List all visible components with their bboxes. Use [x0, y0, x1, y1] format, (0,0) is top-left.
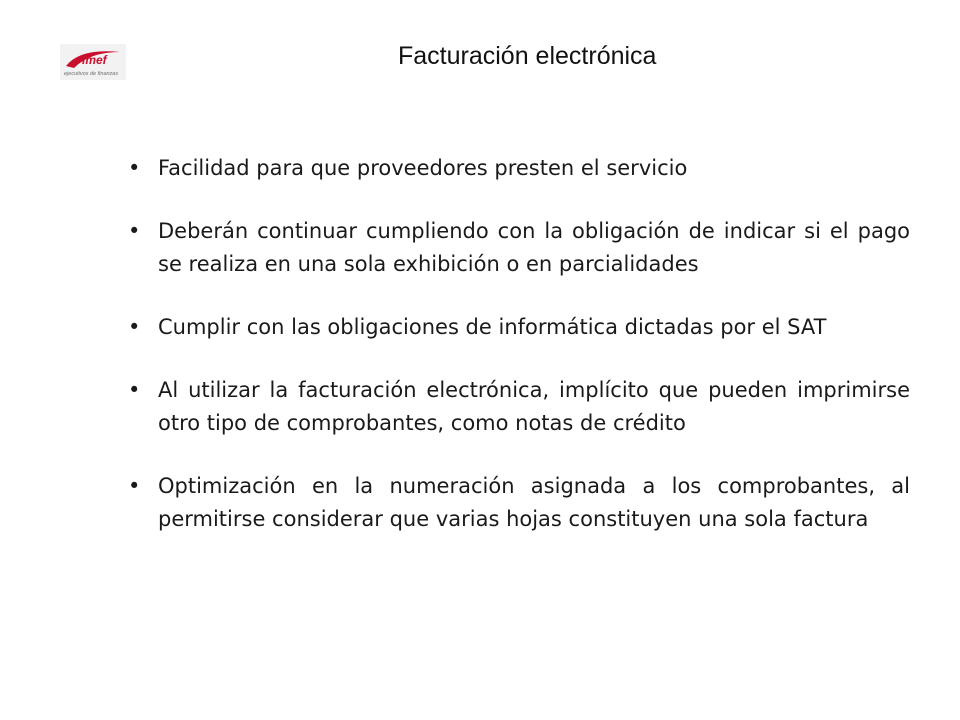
bullet-icon: •: [128, 378, 141, 402]
bullet-text: Optimización en la numeración asignada a los comprobantes, al permitirse considerar que varias hojas constituyen una sola factura: [158, 474, 910, 531]
imef-logo-mark: [60, 44, 126, 80]
list-item: [128, 470, 910, 536]
logo-tagline: ejecutivos de finanzas: [64, 71, 119, 77]
list-item: [128, 215, 910, 281]
bullet-text: Deberán continuar cumpliendo con la obligación de indicar si el pago se realiza en una sola exhibición o en parcialidades: [158, 219, 910, 276]
list-item: [128, 152, 910, 185]
bullet-icon: •: [128, 219, 141, 243]
bullet-text: Al utilizar la facturación electrónica, implícito que pueden imprimirse otro tipo de comprobantes, como notas de crédito: [158, 378, 910, 435]
bullet-icon: •: [128, 474, 141, 498]
logo-brand: imef: [82, 53, 107, 67]
list-item: [128, 374, 910, 440]
bullet-text: Cumplir con las obligaciones de informática dictadas por el SAT: [158, 315, 827, 339]
bullet-icon: •: [128, 156, 141, 180]
bullet-list: [128, 152, 910, 566]
bullet-text: Facilidad para que proveedores presten el servicio: [158, 156, 688, 180]
list-item: [128, 311, 910, 344]
imef-logo: [60, 44, 126, 80]
bullet-icon: •: [128, 315, 141, 339]
page-title: Facturación electrónica: [398, 42, 657, 70]
